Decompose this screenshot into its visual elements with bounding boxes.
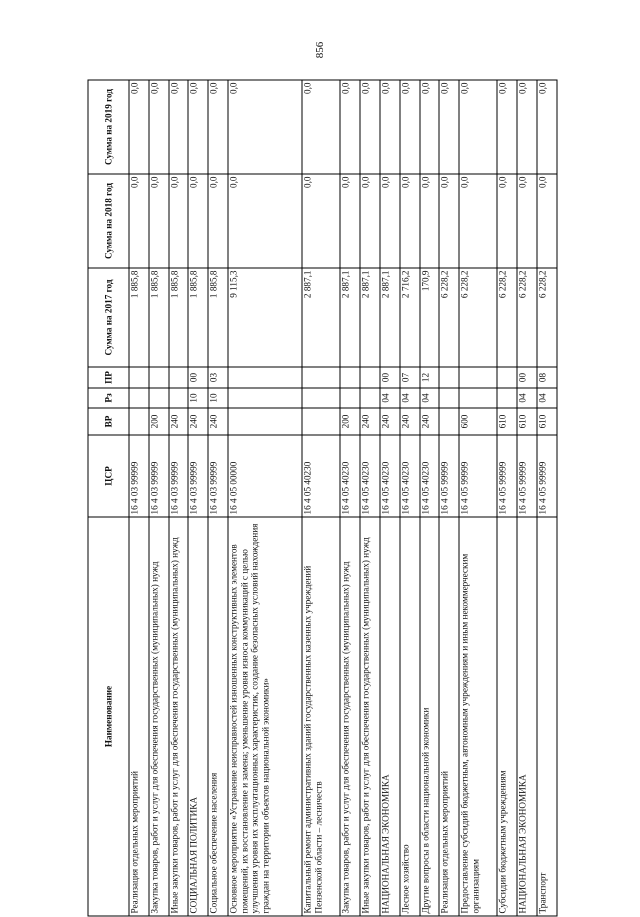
row-sum-2018-cell: 0,0 bbox=[340, 174, 360, 268]
row-name-cell: Закупка товаров, работ и услуг для обеспечения государственных (муниципальных) нужд bbox=[149, 517, 169, 916]
row-csr-cell: 16 4 05 99999 bbox=[537, 435, 557, 517]
row-pr-cell bbox=[129, 367, 149, 388]
row-sum-2019-cell: 0,0 bbox=[340, 80, 360, 174]
row-name-cell: Основное мероприятие «Устранение неисправностей изношенных конструктивных элементов помещений, их восстановление и замена; уменьшение уровня износа коммуникаций с целью улучшения уровня их эксплуатационных характеристик, создание безопасных условий нахождения граждан на территории объектов национальной экономики» bbox=[228, 517, 302, 916]
row-sum-2019-cell: 0,0 bbox=[420, 80, 440, 174]
row-name-cell: Лесное хозяйство bbox=[400, 517, 420, 916]
row-csr-cell: 16 4 03 99999 bbox=[208, 435, 228, 517]
table-row bbox=[497, 80, 517, 916]
row-pr-cell bbox=[439, 367, 459, 388]
row-name-cell: Реализация отдельных мероприятий bbox=[129, 517, 149, 916]
row-rz-cell: 10 bbox=[188, 388, 208, 408]
column-header-sum-2018: Сумма на 2018 год bbox=[88, 174, 129, 268]
column-header-vr: ВР bbox=[88, 408, 129, 435]
row-sum-2018-cell: 0,0 bbox=[149, 174, 169, 268]
row-sum-2017-cell: 2 887,1 bbox=[380, 268, 400, 367]
row-vr-cell: 610 bbox=[497, 408, 517, 435]
row-sum-2019-cell: 0,0 bbox=[517, 80, 537, 174]
row-sum-2019-cell: 0,0 bbox=[360, 80, 380, 174]
row-sum-2018-cell: 0,0 bbox=[439, 174, 459, 268]
row-sum-2017-cell: 6 228,2 bbox=[517, 268, 537, 367]
row-csr-cell: 16 4 03 99999 bbox=[129, 435, 149, 517]
row-sum-2018-cell: 0,0 bbox=[208, 174, 228, 268]
row-pr-cell bbox=[228, 367, 302, 388]
row-csr-cell: 16 4 05 40230 bbox=[400, 435, 420, 517]
row-rz-cell: 04 bbox=[517, 388, 537, 408]
row-pr-cell: 00 bbox=[188, 367, 208, 388]
row-rz-cell bbox=[228, 388, 302, 408]
row-rz-cell bbox=[340, 388, 360, 408]
column-header-pr: ПР bbox=[88, 367, 129, 388]
row-sum-2017-cell: 6 228,2 bbox=[497, 268, 517, 367]
row-rz-cell bbox=[360, 388, 380, 408]
table-row bbox=[169, 80, 189, 916]
table-row bbox=[302, 80, 340, 916]
row-rz-cell: 04 bbox=[537, 388, 557, 408]
row-sum-2017-cell: 1 885,8 bbox=[188, 268, 208, 367]
row-sum-2018-cell: 0,0 bbox=[228, 174, 302, 268]
row-rz-cell bbox=[129, 388, 149, 408]
row-name-cell: Иные закупки товаров, работ и услуг для обеспечения государственных (муниципальных) нужд bbox=[169, 517, 189, 916]
row-sum-2017-cell: 6 228,2 bbox=[459, 268, 497, 367]
row-pr-cell bbox=[340, 367, 360, 388]
row-sum-2018-cell: 0,0 bbox=[129, 174, 149, 268]
row-sum-2018-cell: 0,0 bbox=[497, 174, 517, 268]
row-name-cell: Социальное обеспечение населения bbox=[208, 517, 228, 916]
row-sum-2019-cell: 0,0 bbox=[439, 80, 459, 174]
row-sum-2017-cell: 2 887,1 bbox=[360, 268, 380, 367]
row-sum-2017-cell: 1 885,8 bbox=[169, 268, 189, 367]
table-row bbox=[129, 80, 149, 916]
row-rz-cell bbox=[302, 388, 340, 408]
row-vr-cell: 610 bbox=[537, 408, 557, 435]
row-csr-cell: 16 4 03 99999 bbox=[169, 435, 189, 517]
row-vr-cell: 610 bbox=[517, 408, 537, 435]
row-pr-cell bbox=[360, 367, 380, 388]
row-vr-cell: 600 bbox=[459, 408, 497, 435]
row-pr-cell: 00 bbox=[380, 367, 400, 388]
row-sum-2019-cell: 0,0 bbox=[188, 80, 208, 174]
table-row bbox=[537, 80, 557, 916]
table-row bbox=[420, 80, 440, 916]
row-name-cell: НАЦИОНАЛЬНАЯ ЭКОНОМИКА bbox=[517, 517, 537, 916]
row-vr-cell: 240 bbox=[169, 408, 189, 435]
row-csr-cell: 16 4 03 99999 bbox=[149, 435, 169, 517]
row-csr-cell: 16 4 05 40230 bbox=[380, 435, 400, 517]
row-csr-cell: 16 4 05 99999 bbox=[439, 435, 459, 517]
row-name-cell: НАЦИОНАЛЬНАЯ ЭКОНОМИКА bbox=[380, 517, 400, 916]
row-sum-2017-cell: 6 228,2 bbox=[537, 268, 557, 367]
row-rz-cell bbox=[149, 388, 169, 408]
row-sum-2019-cell: 0,0 bbox=[497, 80, 517, 174]
column-header-csr: ЦСР bbox=[88, 435, 129, 517]
row-sum-2018-cell: 0,0 bbox=[302, 174, 340, 268]
row-csr-cell: 16 4 05 99999 bbox=[459, 435, 497, 517]
row-sum-2019-cell: 0,0 bbox=[302, 80, 340, 174]
row-vr-cell bbox=[439, 408, 459, 435]
row-pr-cell bbox=[169, 367, 189, 388]
row-sum-2019-cell: 0,0 bbox=[149, 80, 169, 174]
row-sum-2017-cell: 9 115,3 bbox=[228, 268, 302, 367]
row-sum-2018-cell: 0,0 bbox=[400, 174, 420, 268]
row-sum-2018-cell: 0,0 bbox=[420, 174, 440, 268]
row-pr-cell: 07 bbox=[400, 367, 420, 388]
table-row bbox=[228, 80, 302, 916]
table-row bbox=[459, 80, 497, 916]
row-sum-2017-cell: 6 228,2 bbox=[439, 268, 459, 367]
page-number: 856 bbox=[314, 41, 326, 59]
table-row bbox=[208, 80, 228, 916]
row-vr-cell bbox=[302, 408, 340, 435]
row-csr-cell: 16 4 05 40230 bbox=[420, 435, 440, 517]
row-sum-2017-cell: 170,9 bbox=[420, 268, 440, 367]
row-csr-cell: 16 4 05 00000 bbox=[228, 435, 302, 517]
row-sum-2018-cell: 0,0 bbox=[459, 174, 497, 268]
row-sum-2019-cell: 0,0 bbox=[400, 80, 420, 174]
row-vr-cell bbox=[129, 408, 149, 435]
row-sum-2019-cell: 0,0 bbox=[537, 80, 557, 174]
row-sum-2017-cell: 2 887,1 bbox=[302, 268, 340, 367]
row-sum-2018-cell: 0,0 bbox=[537, 174, 557, 268]
row-name-cell: Закупка товаров, работ и услуг для обеспечения государственных (муниципальных) нужд bbox=[340, 517, 360, 916]
row-pr-cell: 00 bbox=[517, 367, 537, 388]
row-sum-2019-cell: 0,0 bbox=[380, 80, 400, 174]
row-name-cell: Иные закупки товаров, работ и услуг для обеспечения государственных (муниципальных) нужд bbox=[360, 517, 380, 916]
row-pr-cell: 08 bbox=[537, 367, 557, 388]
row-vr-cell: 240 bbox=[360, 408, 380, 435]
row-sum-2018-cell: 0,0 bbox=[380, 174, 400, 268]
table-row bbox=[188, 80, 208, 916]
row-vr-cell: 240 bbox=[208, 408, 228, 435]
row-name-cell: Предоставление субсидий бюджетным, автономным учреждениям и иным некоммерческим организациям bbox=[459, 517, 497, 916]
row-csr-cell: 16 4 05 99999 bbox=[497, 435, 517, 517]
budget-table bbox=[88, 80, 558, 917]
row-sum-2018-cell: 0,0 bbox=[188, 174, 208, 268]
table-row bbox=[380, 80, 400, 916]
row-sum-2017-cell: 1 885,8 bbox=[149, 268, 169, 367]
row-vr-cell: 240 bbox=[400, 408, 420, 435]
row-csr-cell: 16 4 03 99999 bbox=[188, 435, 208, 517]
row-sum-2017-cell: 1 885,8 bbox=[129, 268, 149, 367]
row-rz-cell bbox=[497, 388, 517, 408]
row-rz-cell: 04 bbox=[380, 388, 400, 408]
row-csr-cell: 16 4 05 99999 bbox=[517, 435, 537, 517]
row-sum-2019-cell: 0,0 bbox=[459, 80, 497, 174]
row-rz-cell: 04 bbox=[420, 388, 440, 408]
row-rz-cell: 10 bbox=[208, 388, 228, 408]
row-vr-cell: 240 bbox=[420, 408, 440, 435]
row-csr-cell: 16 4 05 40230 bbox=[302, 435, 340, 517]
row-vr-cell: 240 bbox=[380, 408, 400, 435]
row-csr-cell: 16 4 05 40230 bbox=[360, 435, 380, 517]
table-row bbox=[360, 80, 380, 916]
row-sum-2019-cell: 0,0 bbox=[208, 80, 228, 174]
row-vr-cell: 200 bbox=[149, 408, 169, 435]
row-name-cell: Субсидии бюджетным учреждениям bbox=[497, 517, 517, 916]
row-sum-2017-cell: 1 885,8 bbox=[208, 268, 228, 367]
table-row bbox=[149, 80, 169, 916]
table-row bbox=[517, 80, 537, 916]
row-rz-cell bbox=[169, 388, 189, 408]
row-sum-2019-cell: 0,0 bbox=[228, 80, 302, 174]
row-sum-2017-cell: 2 716,2 bbox=[400, 268, 420, 367]
row-csr-cell: 16 4 05 40230 bbox=[340, 435, 360, 517]
row-pr-cell: 03 bbox=[208, 367, 228, 388]
row-pr-cell bbox=[302, 367, 340, 388]
column-header-rz: Рз bbox=[88, 388, 129, 408]
row-vr-cell bbox=[228, 408, 302, 435]
row-pr-cell bbox=[149, 367, 169, 388]
row-sum-2018-cell: 0,0 bbox=[360, 174, 380, 268]
table-row bbox=[340, 80, 360, 916]
table-row bbox=[439, 80, 459, 916]
row-name-cell: Транспорт bbox=[537, 517, 557, 916]
row-sum-2017-cell: 2 887,1 bbox=[340, 268, 360, 367]
row-rz-cell bbox=[459, 388, 497, 408]
row-name-cell: Другие вопросы в области национальной экономики bbox=[420, 517, 440, 916]
column-header-sum-2017: Сумма на 2017 год bbox=[88, 268, 129, 367]
row-name-cell: СОЦИАЛЬНАЯ ПОЛИТИКА bbox=[188, 517, 208, 916]
column-header-sum-2019: Сумма на 2019 год bbox=[88, 80, 129, 174]
row-sum-2019-cell: 0,0 bbox=[169, 80, 189, 174]
row-sum-2018-cell: 0,0 bbox=[517, 174, 537, 268]
row-pr-cell bbox=[497, 367, 517, 388]
column-header-name: Наименование bbox=[88, 517, 129, 916]
row-sum-2018-cell: 0,0 bbox=[169, 174, 189, 268]
row-pr-cell: 12 bbox=[420, 367, 440, 388]
row-pr-cell bbox=[459, 367, 497, 388]
row-vr-cell: 240 bbox=[188, 408, 208, 435]
row-name-cell: Капитальный ремонт административных зданий государственных казенных учреждений Пензенской области – лесничеств bbox=[302, 517, 340, 916]
row-rz-cell bbox=[439, 388, 459, 408]
table-row bbox=[400, 80, 420, 916]
table-header-row bbox=[88, 80, 129, 916]
table-body bbox=[129, 80, 557, 916]
row-vr-cell: 200 bbox=[340, 408, 360, 435]
row-name-cell: Реализация отдельных мероприятий bbox=[439, 517, 459, 916]
row-sum-2019-cell: 0,0 bbox=[129, 80, 149, 174]
row-rz-cell: 04 bbox=[400, 388, 420, 408]
